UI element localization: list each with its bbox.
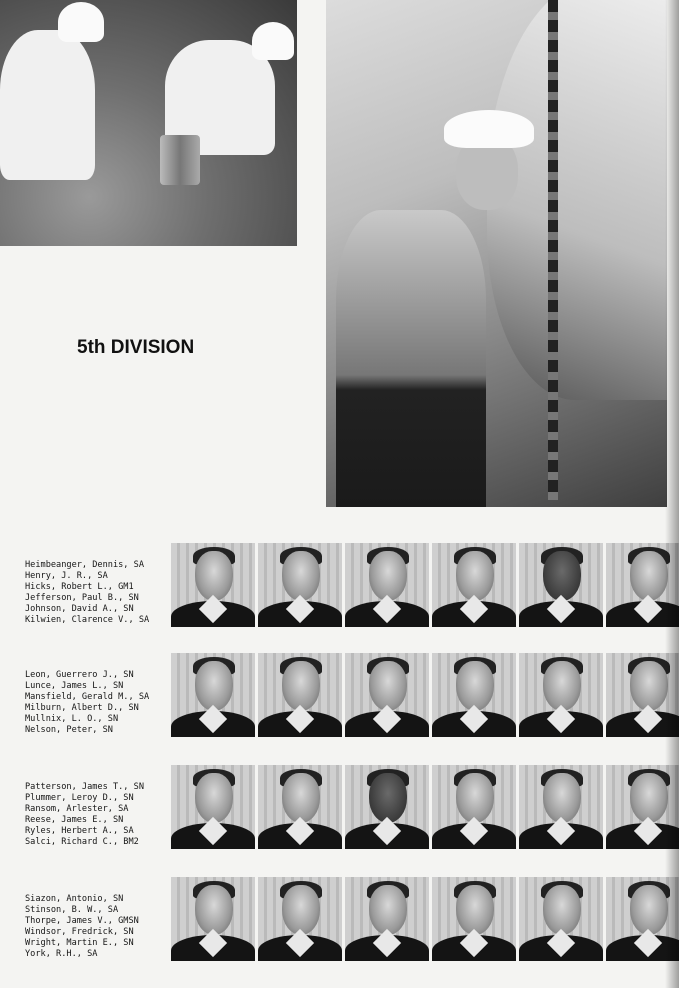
roster-name: Milburn, Albert D., SN — [25, 702, 139, 713]
roster-name: Wright, Martin E., SN — [25, 937, 134, 948]
roster-name: Hicks, Robert L., GM1 — [25, 581, 134, 592]
roster-name: Mullnix, L. O., SN — [25, 713, 119, 724]
photo-sailor-painting-hull — [326, 0, 667, 507]
portrait-face — [630, 773, 668, 823]
sailor-figure — [0, 30, 95, 180]
portrait-face — [543, 773, 581, 823]
portrait-face — [456, 661, 494, 711]
roster-name: Leon, Guerrero J., SN — [25, 670, 134, 680]
roster-name: Salci, Richard C., BM2 — [25, 836, 139, 847]
portrait-face — [282, 773, 320, 823]
sailor-portrait — [258, 543, 342, 627]
sailor-portrait — [432, 543, 516, 627]
sailor-portrait — [171, 653, 255, 737]
division-title: 5th DIVISION — [77, 337, 195, 358]
portrait-face — [282, 885, 320, 935]
roster-name: Heimbeanger, Dennis, SA — [25, 560, 144, 570]
roster-name: Henry, J. R., SA — [25, 570, 108, 581]
ship-hull — [487, 0, 667, 400]
sailor-portrait — [519, 877, 603, 961]
portrait-face — [630, 551, 668, 601]
roster-name: York, R.H., SA — [25, 948, 98, 959]
roster-names — [25, 894, 139, 959]
sailor-portrait — [432, 765, 516, 849]
roster-name: Plummer, Leroy D., SN — [25, 792, 134, 803]
portrait-face — [195, 885, 233, 935]
sailor-portrait — [519, 543, 603, 627]
portrait-face — [630, 885, 668, 935]
portrait-strip — [171, 653, 679, 737]
portrait-face — [543, 885, 581, 935]
sailor-body — [336, 210, 486, 507]
portrait-face — [369, 661, 407, 711]
roster-name: Ransom, Arlester, SA — [25, 803, 129, 814]
sailor-portrait — [171, 765, 255, 849]
roster-name: Johnson, David A., SN — [25, 603, 134, 614]
sailor-portrait — [258, 653, 342, 737]
roster-name: Lunce, James L., SN — [25, 680, 124, 691]
sailor-portrait — [432, 653, 516, 737]
roster-name: Thorpe, James V., GMSN — [25, 915, 139, 926]
portrait-face — [195, 661, 233, 711]
page-binding-shadow — [665, 0, 679, 988]
roster-name: Reese, James E., SN — [25, 814, 124, 825]
portrait-face — [456, 773, 494, 823]
roster-names — [25, 670, 149, 735]
roster-name: Jefferson, Paul B., SN — [25, 592, 139, 603]
sailor-hat — [252, 22, 294, 60]
portrait-strip — [171, 765, 679, 849]
sailor-cap — [444, 110, 534, 148]
paint-pail — [160, 135, 200, 185]
portrait-face — [282, 551, 320, 601]
portrait-face — [282, 661, 320, 711]
sailor-portrait — [345, 877, 429, 961]
hoist-chain — [548, 0, 558, 500]
portrait-strip — [171, 877, 679, 961]
portrait-face — [543, 551, 581, 601]
portrait-face — [456, 885, 494, 935]
roster-name: Patterson, James T., SN — [25, 782, 144, 792]
portrait-face — [369, 551, 407, 601]
sailor-portrait — [432, 877, 516, 961]
sailor-portrait — [345, 765, 429, 849]
roster-name: Windsor, Fredrick, SN — [25, 926, 134, 937]
roster-name: Ryles, Herbert A., SA — [25, 825, 134, 836]
portrait-face — [195, 551, 233, 601]
roster-name: Kilwien, Clarence V., SA — [25, 614, 150, 625]
portrait-face — [369, 885, 407, 935]
roster-name: Stinson, B. W., SA — [25, 904, 119, 915]
portrait-face — [456, 551, 494, 601]
photo-sailors-painting-deck — [0, 0, 297, 246]
roster-name: Mansfield, Gerald M., SA — [25, 691, 150, 702]
sailor-portrait — [345, 653, 429, 737]
portrait-strip — [171, 543, 679, 627]
portrait-face — [543, 661, 581, 711]
portrait-face — [630, 661, 668, 711]
roster-names — [25, 782, 144, 847]
sailor-portrait — [519, 765, 603, 849]
sailor-portrait — [171, 543, 255, 627]
roster-name: Nelson, Peter, SN — [25, 724, 113, 735]
roster-name: Siazon, Antonio, SN — [25, 894, 124, 904]
portrait-face — [195, 773, 233, 823]
sailor-hat — [58, 2, 104, 42]
sailor-portrait — [171, 877, 255, 961]
portrait-face — [369, 773, 407, 823]
sailor-portrait — [258, 765, 342, 849]
sailor-portrait — [345, 543, 429, 627]
sailor-portrait — [258, 877, 342, 961]
sailor-portrait — [519, 653, 603, 737]
roster-names — [25, 560, 149, 625]
